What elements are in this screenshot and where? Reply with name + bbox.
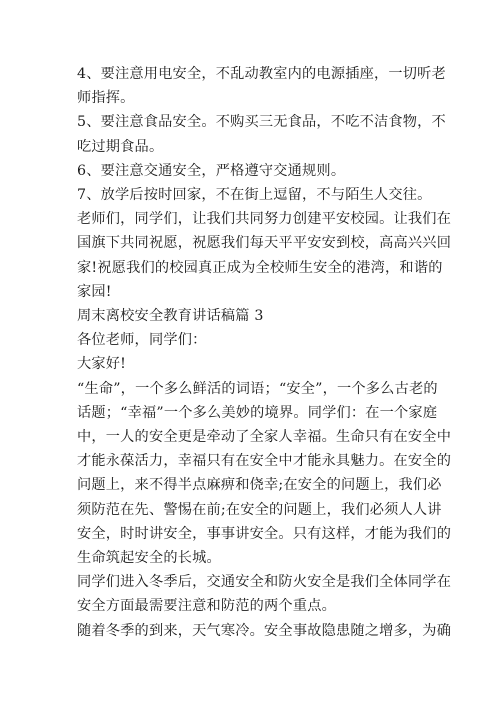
text-line: 吃过期食品。: [77, 138, 164, 155]
text-line: 问题上，来不得半点麻痹和侥幸;在安全的问题上，我们必: [77, 477, 442, 494]
text-line: “生命”，一个多么鲜活的词语；“安全”，一个多么古老的: [77, 380, 438, 397]
text-line: 6、要注意交通安全，严格遵守交通规则。: [77, 162, 346, 179]
section-title: [77, 304, 433, 328]
text-line: 7、放学后按时回家，不在街上逗留，不与陌生人交往。: [77, 187, 432, 204]
paragraph-item-5: [77, 110, 446, 158]
text-line: 才能永葆活力，幸福只有在安全中才能永具魅力。在安全的: [77, 453, 452, 470]
paragraph-item-7: [77, 183, 433, 207]
paragraph-winter-focus: [77, 570, 452, 618]
paragraph-item-6: [77, 159, 433, 183]
text-line: 安全，时时讲安全，事事讲安全。只有这样，才能为我们的: [77, 525, 452, 542]
text-line: 师指挥。: [77, 90, 135, 107]
text-line: 4、要注意用电安全，不乱动教室内的电源插座，一切听老: [77, 66, 446, 82]
text-line: 随着冬季的到来，天气寒冷。安全事故隐患随之增多，为确: [77, 622, 452, 639]
document-body: [77, 62, 452, 643]
paragraph-life-safety: [77, 377, 452, 571]
text-line: 生命筑起安全的长城。: [77, 550, 221, 567]
salutation: [77, 328, 433, 352]
text-line: 老师们，同学们，让我们共同努力创建平安校园。让我们在: [77, 211, 452, 228]
text-line: 各位老师，同学们：: [77, 332, 207, 349]
text-line: 周末离校安全教育讲话稿篇 3: [77, 308, 264, 325]
text-line: 须防范在先、警惕在前;在安全的问题上，我们必须人人讲: [77, 501, 442, 518]
greeting: [77, 352, 433, 376]
paragraph-closing: [77, 207, 452, 304]
paragraph-item-4: [77, 62, 446, 110]
text-line: 话题；“幸福”一个多么美妙的境界。同学们：在一个家庭: [77, 404, 438, 421]
text-line: 安全方面最需要注意和防范的两个重点。: [77, 598, 336, 615]
text-line: 大家好!: [77, 356, 127, 373]
text-line: 家!祝愿我们的校园真正成为全校师生安全的港湾，和谐的: [77, 259, 443, 276]
text-line: 中，一人的安全更是牵动了全家人幸福。生命只有在安全中: [77, 429, 452, 446]
text-line: 5、要注意食品安全。不购买三无食品，不吃不洁食物，不: [77, 114, 446, 131]
text-line: 同学们进入冬季后，交通安全和防火安全是我们全体同学在: [77, 574, 452, 591]
paragraph-winter-weather: [77, 619, 452, 643]
text-line: 家园!: [77, 283, 112, 300]
text-line: 国旗下共同祝愿，祝愿我们每天平平安安到校，高高兴兴回: [77, 235, 452, 252]
